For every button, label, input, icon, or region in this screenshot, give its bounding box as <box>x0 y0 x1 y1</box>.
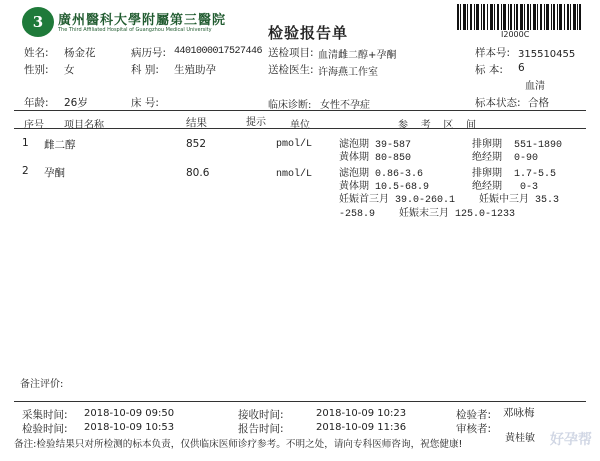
sex-label: 性别: <box>24 64 49 76</box>
report-title: 检验报告单 <box>268 24 349 42</box>
patient-sex: 女 <box>64 64 75 76</box>
row-2-result: 80.6 <box>186 167 210 179</box>
row-2-ref-2b: 绝经期 0-3 <box>472 182 539 193</box>
footer-note: 备注:检验结果只对所检测的标本负责，仅供临床医师诊疗参考。不明之处，请向专科医师咨询，祝您健康! <box>14 439 463 450</box>
sample-no: 315510455 <box>518 49 576 60</box>
col-header-name: 项目名称 <box>64 120 104 131</box>
test-item: 血清雌二醇+孕酮 <box>318 50 397 61</box>
sample-no-label: 样本号: <box>475 47 511 59</box>
remark-label: 备注评价: <box>20 379 64 390</box>
row-1-ref-2b: 绝经期 0-90 <box>472 153 539 164</box>
row-1-unit: pmol/L <box>276 139 313 150</box>
specimen-no: 6 <box>518 62 525 74</box>
row-2-name: 孕酮 <box>44 167 65 179</box>
hospital-logo: 3 <box>22 7 54 37</box>
tester-name: 邓咏梅 <box>503 407 535 419</box>
dept-label: 科 别: <box>131 64 159 76</box>
barcode-text: I2000C <box>501 30 530 39</box>
row-1-ref-1b: 排卵期 551-1890 <box>472 140 563 151</box>
divider-footer <box>14 401 586 402</box>
row-2-ref-1a: 滤泡期 0.86-3.6 <box>339 169 424 180</box>
record-label: 病历号: <box>131 47 167 59</box>
hospital-name-en: The Third Affiliated Hospital of Guangzhou Medical University <box>58 27 212 33</box>
report-time: 2018-10-09 11:36 <box>316 422 407 433</box>
col-header-unit: 单位 <box>290 120 310 131</box>
col-header-ref: 参 考 区 间 <box>398 120 477 131</box>
doctor-label: 送检医生: <box>268 64 314 76</box>
test-item-label: 送检项目: <box>268 47 314 59</box>
col-header-no: 序号 <box>24 120 44 131</box>
doctor-name: 许海燕工作室 <box>318 67 378 78</box>
age-label: 年龄: <box>24 97 49 109</box>
row-2-ref-4: -258.9 妊娠末三月 125.0-1233 <box>339 209 516 220</box>
collect-time: 2018-10-09 09:50 <box>84 408 175 419</box>
row-2-ref-3: 妊娠首三月 39.0-260.1 妊娠中三月 35.3 <box>339 195 560 206</box>
row-1-name: 雌二醇 <box>44 139 76 151</box>
report-time-label: 报告时间: <box>238 423 284 435</box>
patient-name: 杨金花 <box>64 47 96 59</box>
divider-header <box>14 128 586 129</box>
row-1-result: 852 <box>186 138 207 150</box>
receive-time: 2018-10-09 10:23 <box>316 408 407 419</box>
row-1-no: 1 <box>22 137 29 149</box>
record-number: 4401000017527446 <box>174 46 263 57</box>
reviewer-name: 黄桂敏 <box>505 433 535 444</box>
row-2-ref-2a: 黄体期 10.5-68.9 <box>339 182 430 193</box>
name-label: 姓名: <box>24 47 49 59</box>
row-1-ref-1a: 滤泡期 39-587 <box>339 140 412 151</box>
hospital-name: 廣州醫科大學附屬第三醫院 <box>58 13 227 28</box>
patient-age: 26岁 <box>64 97 88 109</box>
col-header-result: 结果 <box>186 117 207 129</box>
bed-label: 床 号: <box>131 97 159 109</box>
diagnosis: 女性不孕症 <box>320 100 370 111</box>
row-1-ref-2a: 黄体期 80-850 <box>339 153 412 164</box>
specimen-status: 合格 <box>528 97 549 109</box>
test-time: 2018-10-09 10:53 <box>84 422 175 433</box>
row-2-no: 2 <box>22 165 29 177</box>
specimen-label: 标 本: <box>475 64 503 76</box>
diagnosis-label: 临床诊断: <box>268 100 312 111</box>
status-label: 标本状态: <box>475 97 521 109</box>
patient-dept: 生殖助孕 <box>174 64 216 76</box>
row-2-ref-1b: 排卵期 1.7-5.5 <box>472 169 557 180</box>
receive-label: 接收时间: <box>238 409 284 421</box>
tester-label: 检验者: <box>456 409 492 421</box>
col-header-hint: 提示 <box>246 117 266 128</box>
divider-top <box>14 110 586 111</box>
reviewer-label: 审核者: <box>456 423 492 435</box>
collect-label: 采集时间: <box>22 409 68 421</box>
watermark: 好孕帮 <box>550 432 592 448</box>
test-time-label: 检验时间: <box>22 423 68 435</box>
specimen-type: 血清 <box>525 81 545 92</box>
row-2-unit: nmol/L <box>276 169 313 180</box>
